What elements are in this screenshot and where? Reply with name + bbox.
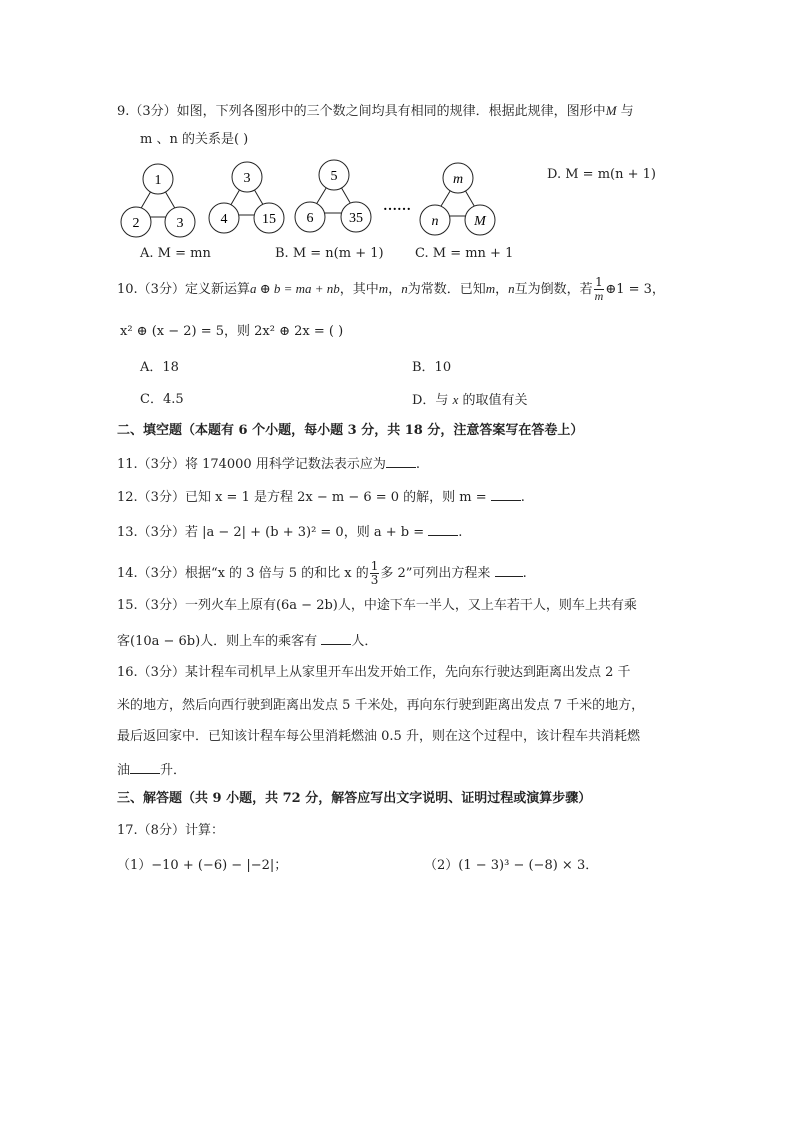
- q9-stem-line2: m 、n 的关系是( ): [140, 132, 249, 147]
- q17-part-2: （2）(1 − 3)³ − (−8) × 3．: [424, 858, 599, 873]
- triangle-figure-3: [295, 160, 371, 232]
- triangle-4-left: n: [431, 214, 439, 229]
- q14-answer-blank[interactable]: [495, 563, 523, 577]
- q9-figure: [110, 155, 510, 245]
- triangle-3-left: 6: [306, 211, 314, 226]
- triangle-2-left: 4: [220, 212, 228, 227]
- q10-option-d[interactable]: D．与 x 的取值有关: [412, 392, 528, 408]
- q14-fraction: $\frac{1}{3}$: [370, 559, 379, 587]
- q17-part-1: （1）−10 + (−6) − |−2|；: [117, 858, 288, 873]
- q12: 12.（3分）已知 x = 1 是方程 2x − m − 6 = 0 的解，则 m = .: [117, 487, 525, 507]
- q10-fraction: $\frac{1}{m}$: [594, 275, 604, 303]
- q14: 14.（3分）根据“x 的 3 倍与 5 的和比 x 的 $\frac{1}{3}$ 多 2”可列出方程来 .: [117, 559, 527, 587]
- section-3-heading: 三、解答题（共 9 小题，共 72 分，解答应写出文字说明、证明过程或演算步骤）: [117, 791, 592, 806]
- q9-option-c[interactable]: C. M = mn + 1: [415, 246, 514, 261]
- q10-stem-line1: 10.（3分）定义新运算a ⊕ b = ma + nb，其中m，n为常数．已知m，n互为倒数，若 $\frac{1}{m}$ ⊕1 = 3，: [117, 275, 665, 303]
- q11-answer-blank[interactable]: [386, 454, 416, 468]
- q16-line1: 16.（3分）某计程车司机早上从家里开车出发开始工作，先向东行驶达到距离出发点 2 千: [117, 665, 631, 680]
- q11: 11.（3分）将 174000 用科学记数法表示应为 .: [117, 454, 420, 474]
- ellipsis-dots: ……: [383, 199, 411, 214]
- q15-answer-blank[interactable]: [321, 631, 351, 645]
- q9-option-d[interactable]: D. M = m(n + 1): [547, 167, 656, 182]
- q17-title: 17.（8分）计算：: [117, 823, 224, 838]
- q13-answer-blank[interactable]: [428, 522, 458, 536]
- q16-line4: 油 升．: [117, 760, 186, 780]
- q12-answer-blank[interactable]: [491, 487, 521, 501]
- q15-line2: 客(10a − 6b)人．则上车的乘客有 人．: [117, 631, 377, 651]
- triangle-3-top: 5: [330, 169, 338, 184]
- triangle-4-top: m: [452, 172, 464, 187]
- q10-option-a[interactable]: A．18: [140, 360, 179, 375]
- q16-line2: 米的地方，然后向西行驶到距离出发点 5 千米处，再向东行驶到距离出发点 7 千米的地方，: [117, 698, 645, 713]
- q10-option-c[interactable]: C．4.5: [140, 392, 184, 407]
- q10-stem-line2: x² ⊕ (x − 2) = 5，则 2x² ⊕ 2x = ( ): [120, 324, 344, 339]
- triangle-3-right: 35: [349, 211, 363, 226]
- triangle-1-top: 1: [154, 173, 162, 188]
- q16-line3: 最后返回家中．已知该计程车每公里消耗燃油 0.5 升，则在这个过程中，该计程车共消耗燃: [117, 729, 640, 744]
- triangle-figure-2: [209, 162, 284, 233]
- triangle-figure-1: [121, 164, 195, 237]
- q15-line1: 15.（3分）一列火车上原有(6a − 2b)人，中途下车一半人，又上车若干人，则车上共有乘: [117, 598, 637, 613]
- triangle-2-right: 15: [262, 212, 276, 227]
- triangle-1-left: 2: [132, 216, 140, 231]
- triangle-4-right: M: [474, 214, 486, 229]
- section-2-heading: 二、填空题（本题有 6 个小题，每小题 3 分，共 18 分，注意答案写在答卷上）: [117, 423, 584, 438]
- q9-option-b[interactable]: B. M = n(m + 1): [275, 246, 384, 261]
- q13: 13.（3分）若 |a − 2| + (b + 3)² = 0，则 a + b = .: [117, 522, 462, 542]
- q9-stem-line1: 9.（3分）如图，下列各图形中的三个数之间均具有相同的规律．根据此规律，图形中M 与: [117, 103, 634, 119]
- q16-answer-blank[interactable]: [130, 760, 160, 774]
- triangle-figure-4: [420, 163, 495, 235]
- triangle-1-right: 3: [176, 216, 184, 231]
- q10-option-b[interactable]: B．10: [412, 360, 452, 375]
- q9-option-a[interactable]: A. M = mn: [140, 246, 211, 261]
- triangle-2-top: 3: [243, 171, 251, 186]
